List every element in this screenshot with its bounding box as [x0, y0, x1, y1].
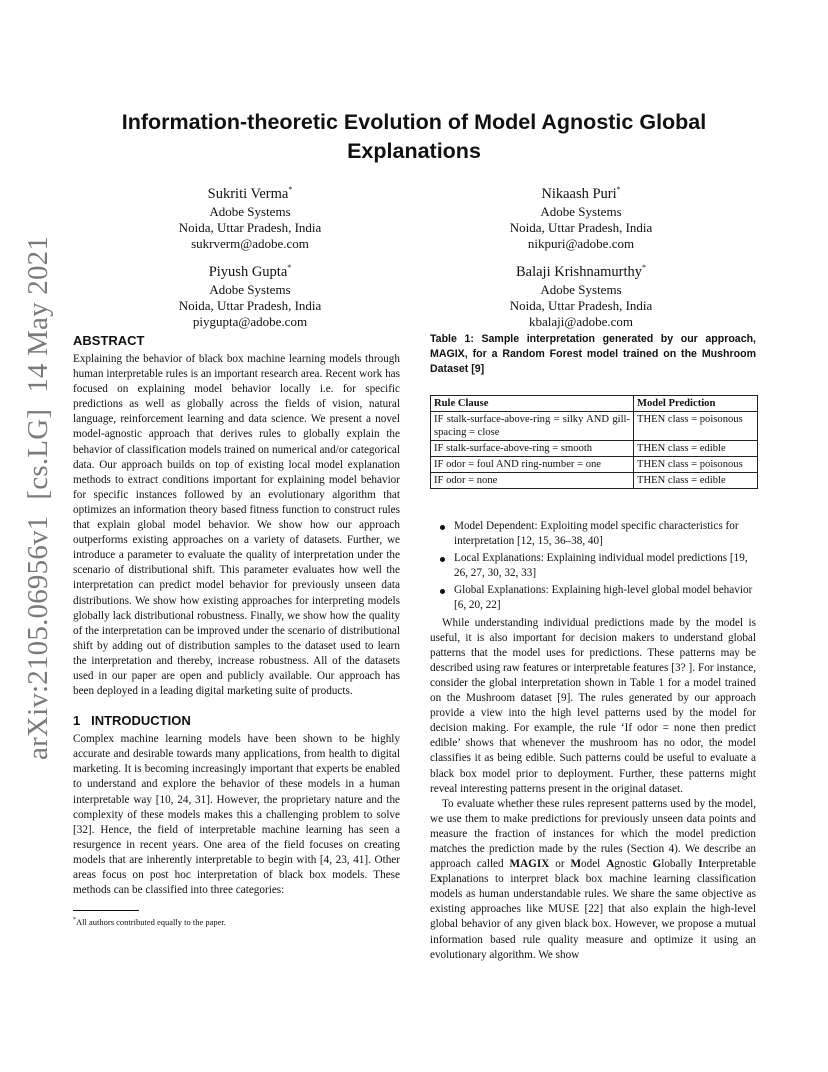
abstract-text [73, 352, 400, 699]
text-run: lobally [661, 858, 699, 871]
text-run: To evaluate whether these rules represent patterns used by the model, we use them to make predictions for previously unseen data points and measure the fraction of instances for which the model prediction matches the prediction made by the rules (Section 4). We describe an approach called [430, 797, 756, 871]
arxiv-date: 14 May 2021 [22, 235, 54, 393]
text-run: or [549, 858, 571, 871]
text-run: planations to interpret black box machine learning classification models as human understandable rules. We share the same objective as existing approaches like MUSE [22] that also explain the high-level global behavior of any given black box. However, we propose a mutual information based rule quality measure and optimize it using an evolutionary algorithm. We show [430, 873, 756, 961]
list-item-text: Local Explanations: Explaining individual model predictions [19, 26, 27, 30, 32, 33] [454, 552, 748, 580]
author-org: Adobe Systems [209, 281, 291, 297]
author-org: Adobe Systems [540, 281, 622, 297]
bullet-icon [440, 557, 445, 562]
author-name: Balaji Krishnamurthy [515, 263, 643, 280]
category-list [430, 519, 756, 614]
author-email: kbalaji@adobe.com [528, 313, 634, 329]
footnote [73, 915, 400, 928]
author-org: Adobe Systems [540, 203, 622, 219]
table-header-cell: Model Prediction [634, 396, 758, 412]
list-item-text: Global Explanations: Explaining high-level global model behavior [6, 20, 22] [454, 584, 753, 612]
footnote-text: All authors contributed equally to the paper. [76, 917, 226, 928]
author-block [491, 258, 671, 330]
table-row [431, 412, 758, 441]
author-org: Adobe Systems [209, 203, 291, 219]
magix-acronym: MAGIX [509, 858, 550, 871]
author-block [160, 180, 340, 252]
author-mark: * [288, 185, 293, 194]
author-block [160, 258, 340, 330]
bullet-icon [440, 525, 445, 530]
author-location: Noida, Uttar Pradesh, India [509, 297, 653, 313]
paper-title: Information-theoretic Evolution of Model Agnostic Global Explanations [121, 110, 707, 163]
list-item [430, 583, 756, 613]
paragraph: While understanding individual predictions made by the model is useful, it is also important for decision makers to understand global patterns that the model uses for predictions. These patterns may be described using raw features or interpretable features [3? ]. For instance, consider the global interpretation shown in Table 1 for a model trained on the Mushroom dataset [9]. The rules generated by our approach provide a view into the high level patterns used by the model for decision making. For example, the rule ‘If odor = none then predict edible’ shows that whenever the mushroom has no odor, the model classifies it as being edible. Such patterns could be useful to evaluate a black box model prior to deployment. Further, these patterns might reveal interesting patterns present in the original dataset. [430, 616, 756, 795]
paragraph [430, 797, 756, 963]
rules-table [430, 395, 758, 489]
acronym-letter: I [698, 858, 703, 871]
text-run: odel [581, 858, 607, 871]
table-cell: THEN class = poisonous [634, 412, 758, 441]
arxiv-id: arXiv:2105.06956v1 [22, 515, 54, 760]
author-email: piygupta@adobe.com [192, 313, 308, 329]
introduction-heading [73, 713, 400, 728]
table-cell: IF stalk-surface-above-ring = silky AND gill-spacing = close [431, 412, 634, 441]
author-location: Noida, Uttar Pradesh, India [178, 297, 322, 313]
table-cell: IF odor = foul AND ring-number = one [431, 457, 634, 473]
author-mark: * [642, 263, 647, 272]
table-caption: Table 1: Sample interpretation generated by our approach, MAGIX, for a Random Forest model trained on the Mushroom Dataset [9] [430, 333, 756, 375]
section-number: 1 [73, 713, 81, 729]
introduction-paragraph: Complex machine learning models have been shown to be highly accurate and desirable towards many applications, from health to digital marketing. It is becoming increasingly important that experts be enabled to understand and explore the behavior of these models in a human interpretable way [10, 24, 31]. However, the proprietary nature and the complexity of these models makes this a challenging problem to solve [32]. Hence, the field of interpretable machine learning has seen a resurgence in recent years. One area of the field focuses on creating models that are inherently interpretable to begin with [4, 23, 41]. Other areas focus on post hoc interpretation of black box models. These methods can be classified into three categories: [73, 733, 400, 897]
bullet-icon [440, 589, 445, 594]
author-email: nikpuri@adobe.com [527, 235, 635, 251]
section-title: INTRODUCTION [91, 713, 191, 729]
author-location: Noida, Uttar Pradesh, India [178, 219, 322, 235]
text-run: gnostic [614, 858, 653, 871]
footnote-mark: * [73, 917, 76, 924]
acronym-letter: G [652, 858, 662, 871]
list-item-text: Model Dependent: Exploiting model specific characteristics for interpretation [12, 15, 36–38, 40] [454, 520, 739, 548]
acronym-letter: x [436, 873, 443, 886]
table-cell: THEN class = edible [634, 473, 758, 489]
body-text [430, 616, 756, 963]
text-run: nterpretable E [430, 858, 756, 886]
abstract-paragraph: Explaining the behavior of black box machine learning models through human interpretable rules is an important research area. Recent work has focused on explaining model behavior locally i.e. for specific predictions as well as globally across the fields of vision, natural language, reinforcement learning and data science. We present a novel model-agnostic approach that derives rules to globally explain the behavior of classification models trained on numerical and/or categorical data. Our approach builds on top of existing local model explanation methods to extract conditions important for explaining model behavior for specific instances followed by an evolutionary algorithm that optimizes an information theory based fitness function to construct rules that explain global model behavior. We show how our approach outperforms existing approaches on a variety of datasets. Further, we introduce a parameter to evaluate the quality of interpretation under the scenario of distributional shift. This parameter evaluates how well the interpretation can predict model behavior for previously unseen data distributions. We show how existing approaches for interpreting models globally lack distributional robustness. Finally, we show how the quality of the interpretation can be improved under the scenario of distributional shift by adding out of distribution samples to the dataset used to learn the interpretation and thereby, increase robustness. All of the datasets used in our paper are open and publicly available. Our approach has been deployed in a leading digital marketing suite of products. [73, 353, 400, 698]
table-header-row [431, 396, 758, 412]
arxiv-category: [cs.LG] [22, 408, 54, 500]
table-row [431, 473, 758, 489]
list-item [430, 519, 756, 549]
author-mark: * [616, 185, 621, 194]
right-column [430, 332, 756, 963]
list-item [430, 551, 756, 581]
table-cell: IF odor = none [431, 473, 634, 489]
author-block [491, 180, 671, 252]
table-cell: THEN class = edible [634, 441, 758, 457]
footnote-rule [73, 910, 139, 911]
left-column [73, 333, 400, 928]
acronym-letter: A [606, 858, 615, 871]
table-row [431, 441, 758, 457]
table-cell: THEN class = poisonous [634, 457, 758, 473]
table-row [431, 457, 758, 473]
table-cell: IF stalk-surface-above-ring = smooth [431, 441, 634, 457]
author-mark: * [287, 263, 292, 272]
author-name: Piyush Gupta [208, 263, 288, 280]
author-name: Nikaash Puri [541, 185, 617, 202]
author-name: Sukriti Verma [207, 185, 289, 202]
author-email: sukrverm@adobe.com [191, 235, 309, 251]
arxiv-identifier [22, 220, 55, 760]
acronym-letter: M [570, 858, 582, 871]
abstract-heading: ABSTRACT [73, 333, 145, 348]
introduction-text [73, 732, 400, 898]
table-header-cell: Rule Clause [431, 396, 634, 412]
author-location: Noida, Uttar Pradesh, India [509, 219, 653, 235]
